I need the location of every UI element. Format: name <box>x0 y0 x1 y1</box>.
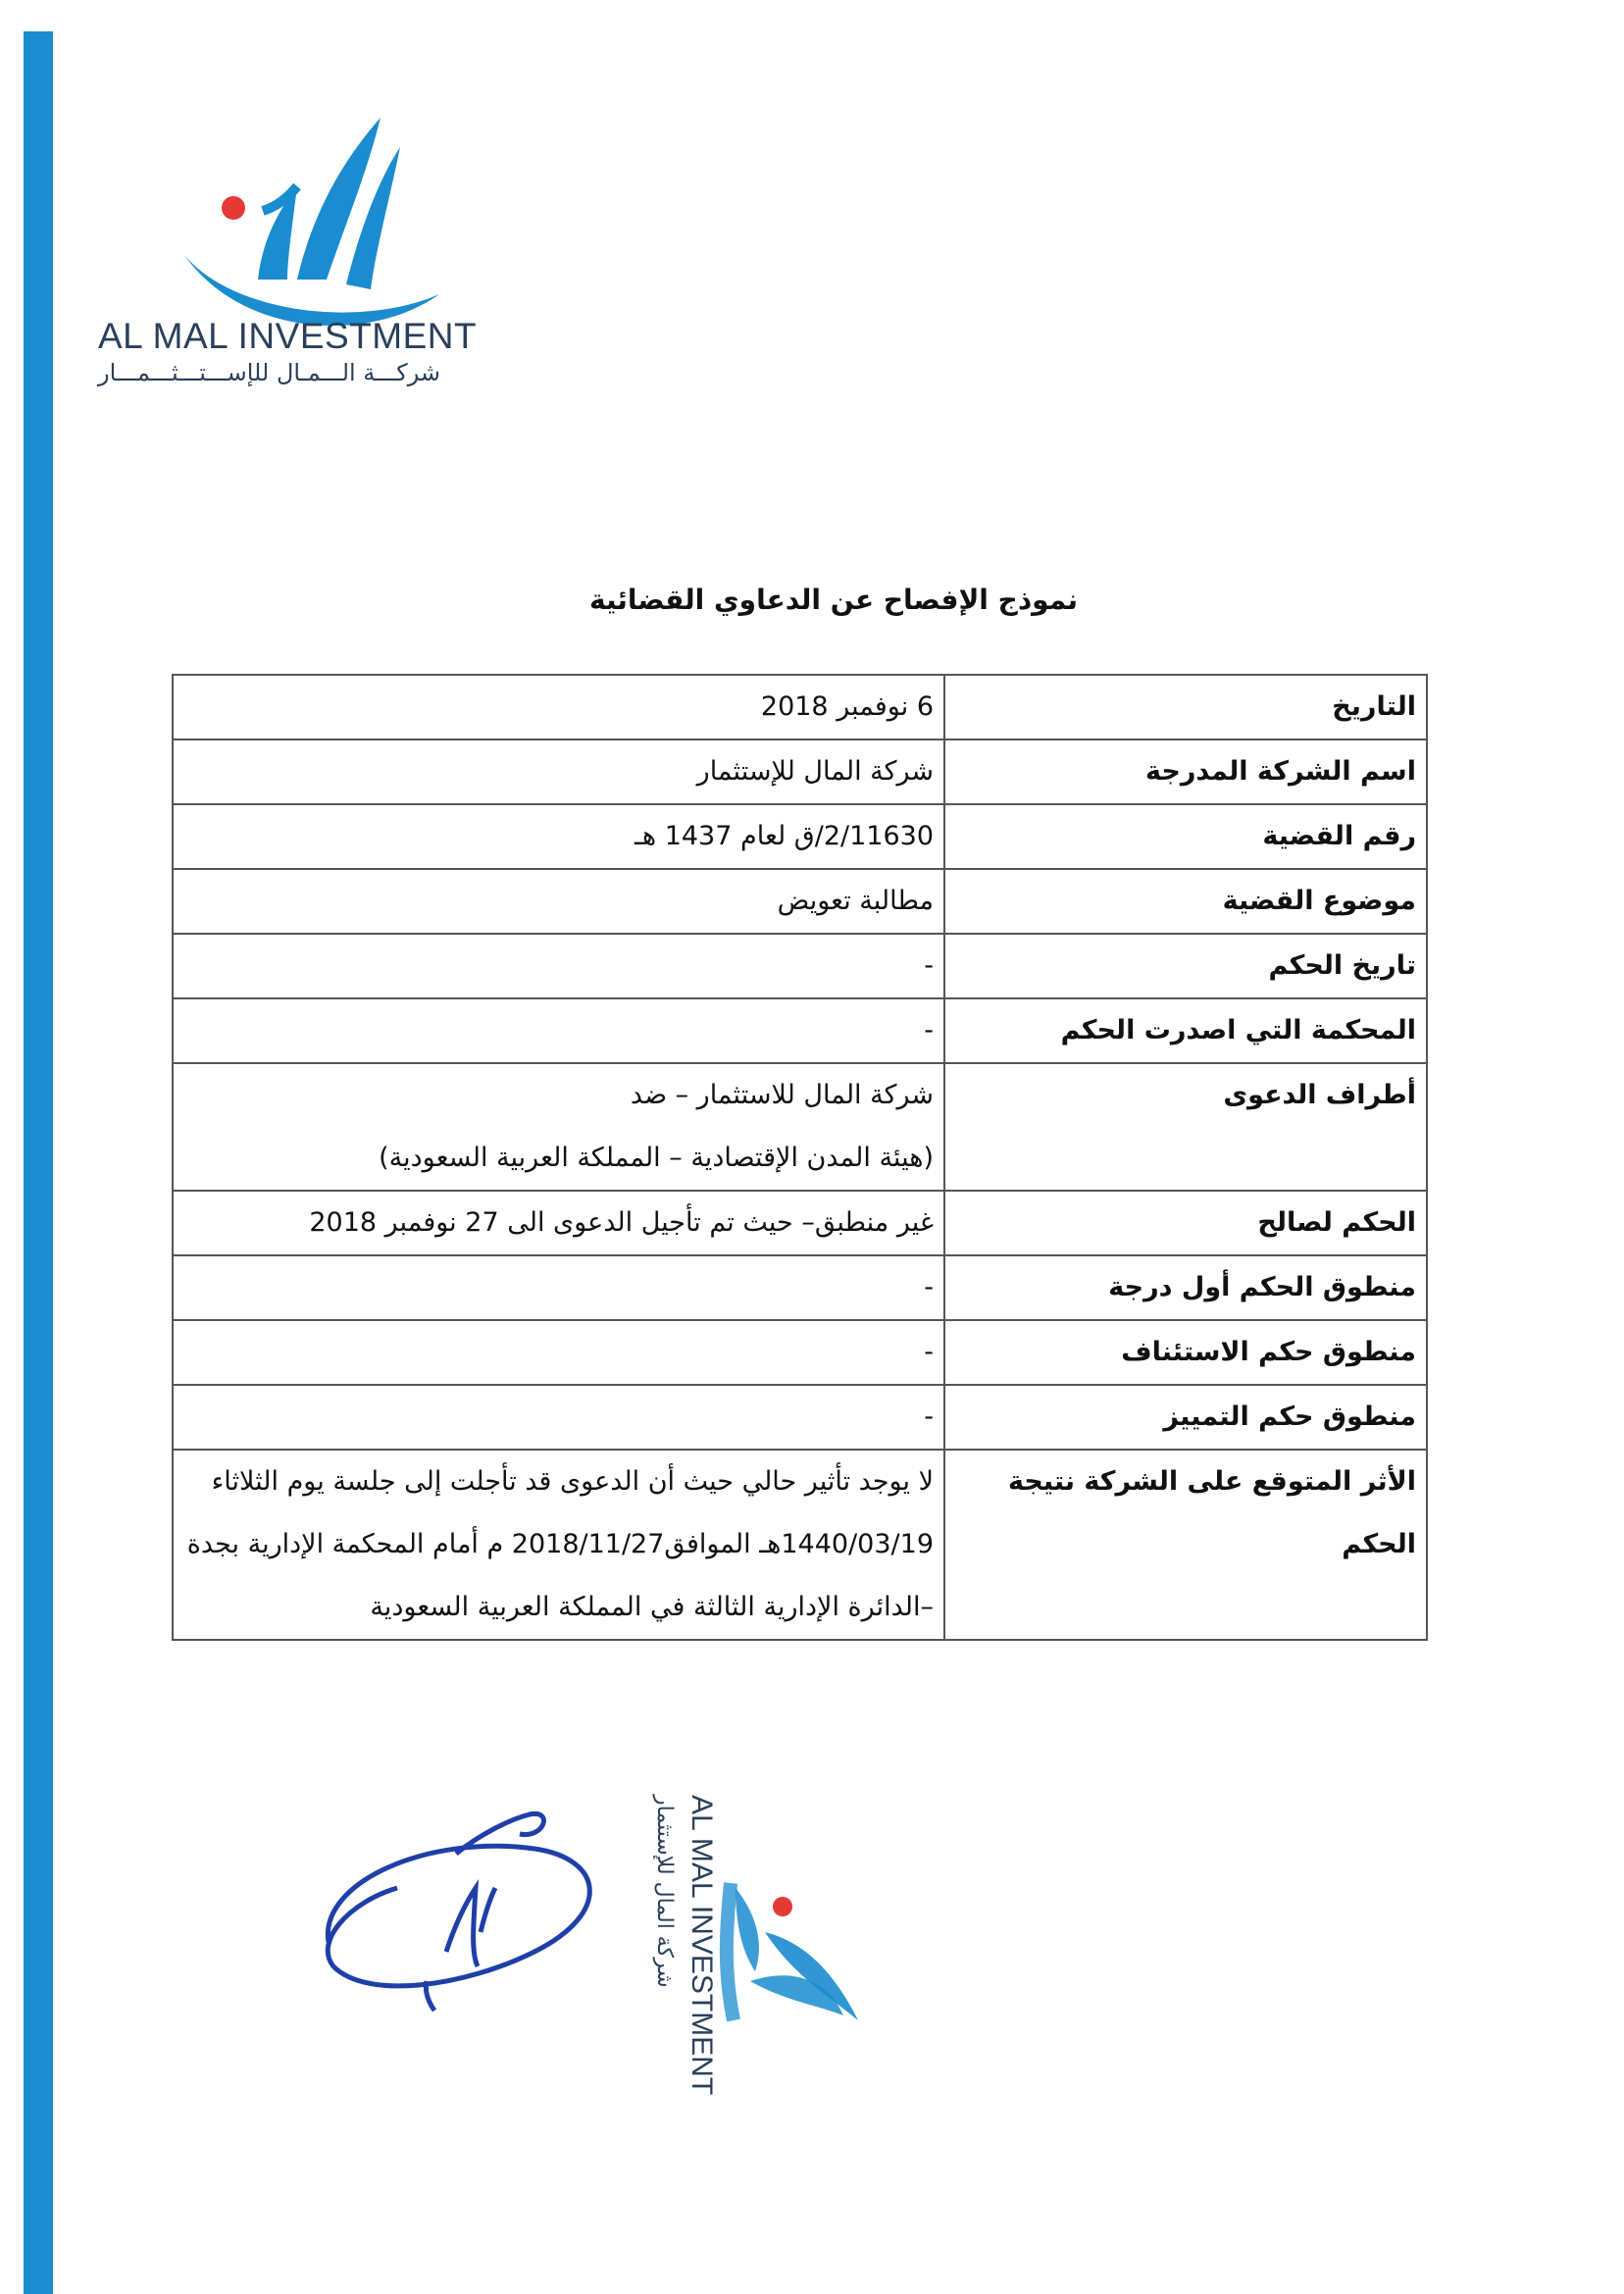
row-value: مطالبة تعويض <box>173 869 944 934</box>
table-row <box>173 869 1427 934</box>
table-row <box>173 675 1427 739</box>
row-label: منطوق حكم التمييز <box>944 1385 1427 1450</box>
row-value-line: (هيئة المدن الإقتصادية – المملكة العربية السعودية) <box>379 1143 934 1173</box>
table-row <box>173 1063 1427 1191</box>
disclosure-table <box>172 674 1428 1641</box>
row-value: - <box>173 1385 944 1450</box>
row-value: - <box>173 1320 944 1385</box>
table-row <box>173 1450 1427 1640</box>
row-label: منطوق حكم الاستئناف <box>944 1320 1427 1385</box>
row-label: الحكم لصالح <box>944 1191 1427 1255</box>
row-label: المحكمة التي اصدرت الحكم <box>944 998 1427 1063</box>
stamp-name-ar: شركة المال للإستثمار <box>652 1795 677 1988</box>
stamp-name-en: AL MAL INVESTMENT <box>685 1795 718 2096</box>
table-row <box>173 1385 1427 1450</box>
row-value: لا يوجد تأثير حالي حيث أن الدعوى قد تأجلت إلى جلسة يوم الثلاثاء 1440/03/19هـ الموافق2018/11/27 م أمام المحكمة الإدارية بجدة –الدائرة الإدارية الثالثة في المملكة العربية السعودية <box>173 1450 944 1640</box>
row-value <box>173 1063 944 1191</box>
row-label: موضوع القضية <box>944 869 1427 934</box>
logo-name-en: AL MAL INVESTMENT <box>98 316 478 356</box>
row-value-line: شركة المال للاستثمار – ضد <box>630 1080 934 1110</box>
row-value: - <box>173 998 944 1063</box>
logo-name-ar: شركـــة الـــمـال للإســـتـــثـــمـــار <box>98 359 441 386</box>
table-row <box>173 1320 1427 1385</box>
accent-bar <box>24 31 53 2294</box>
row-value: - <box>173 1255 944 1320</box>
row-label: أطراف الدعوى <box>944 1063 1427 1191</box>
company-logo <box>86 69 508 402</box>
row-label: منطوق الحكم أول درجة <box>944 1255 1427 1320</box>
document-title: نموذج الإفصاح عن الدعاوي القضائية <box>588 584 1079 616</box>
row-value: - <box>173 934 944 998</box>
row-value: 6 نوفمبر 2018 <box>173 675 944 739</box>
row-label: اسم الشركة المدرجة <box>944 739 1427 804</box>
row-label: تاريخ الحكم <box>944 934 1427 998</box>
table-row <box>173 739 1427 804</box>
row-value: 2/11630/ق لعام 1437 هـ <box>173 804 944 869</box>
table-row <box>173 1191 1427 1255</box>
table-row <box>173 998 1427 1063</box>
row-label: التاريخ <box>944 675 1427 739</box>
row-label: الأثر المتوقع على الشركة نتيجة الحكم <box>944 1450 1427 1640</box>
row-value: غير منطبق– حيث تم تأجيل الدعوى الى 27 نوفمبر 2018 <box>173 1191 944 1255</box>
signature-icon <box>309 1795 623 2030</box>
table-row <box>173 804 1427 869</box>
row-label: رقم القضية <box>944 804 1427 869</box>
table-row <box>173 1255 1427 1320</box>
row-value: شركة المال للإستثمار <box>173 739 944 804</box>
table-row <box>173 934 1427 998</box>
